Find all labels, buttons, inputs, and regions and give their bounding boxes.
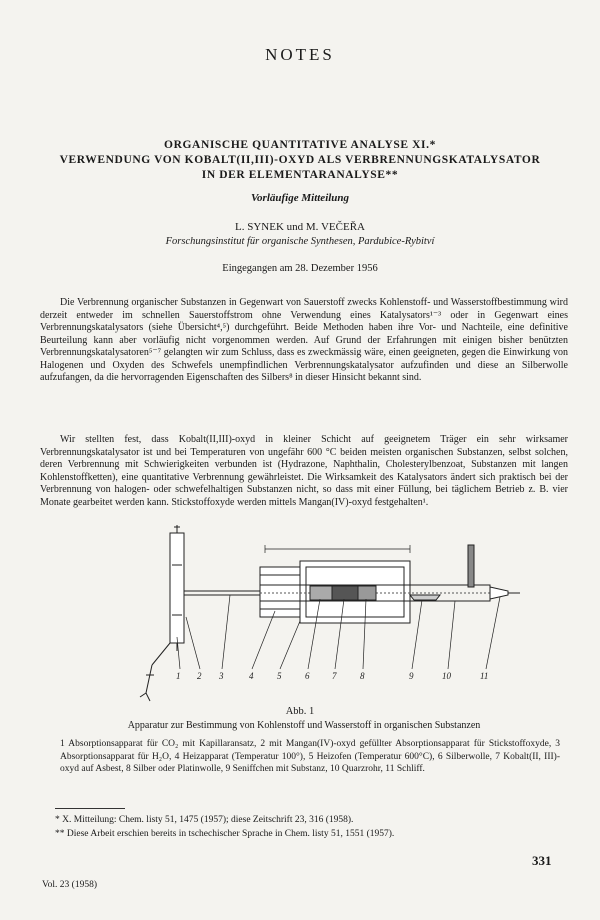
body-paragraph-2: Wir stellten fest, dass Kobalt(II,III)-oxyd in kleiner Schicht auf geeignetem Träger ein sehr wirksamer Verbrennungskatalysator ist und bei Temperaturen von ungefähr 600 °C beiden meisten organischen Substanzen, selbst solchen, deren Verbrennung mit Schwierigkeiten verbunden ist (Hydrazone, Naphthalin, Cholesterylbenzoat, Substanzen mit langen Kohlenstoffketten), eine quantitative Verbrennung gewährleistet. Die Wirksamkeit des Katalysators ändert sich praktisch bei der Verbrennung von halogen- oder schwefelhaltigen Substanzen nicht, so dass mit einer Füllung, bei täglichem Betrieb z. B. vier Monate gearbeitet werden kann. Stickstoffoxyde werden mittels Mangan(IV)-oxyd festgehalten¹. [40, 434, 568, 508]
figure-label-9: 9 [409, 671, 414, 681]
figure-label-3: 3 [219, 671, 224, 681]
article-title-line-2: VERWENDUNG VON KOBALT(II,III)-OXYD ALS VERBRENNUNGSKATALYSATOR [59, 154, 541, 166]
sample-boat-drawing [410, 595, 440, 600]
institution: Forschungsinstitut für organische Synthesen, Pardubice-Rybitví [165, 236, 435, 247]
heating-apparatus-drawing [260, 567, 300, 617]
figure-title: Abb. 1 [285, 706, 315, 717]
figure-label-5: 5 [277, 671, 282, 681]
figure-label-4: 4 [249, 671, 254, 681]
page-number: 331 [532, 853, 552, 868]
catalyst-drawing [332, 586, 358, 600]
silver-wool-drawing [310, 586, 332, 600]
figure-label-11: 11 [480, 671, 489, 681]
received-date: Eingegangen am 28. Dezember 1956 [222, 263, 378, 274]
figure-caption: Apparatur zur Bestimmung von Kohlenstoff und Wasserstoff in organischen Substanzen [127, 720, 481, 731]
authors: L. SYNEK und M. VEČEŘA [235, 221, 365, 233]
platinum-wool-drawing [358, 586, 376, 600]
figure-label-2: 2 [197, 671, 202, 681]
footnote-2: ** Diese Arbeit erschien bereits in tschechischer Sprache in Chem. listy 51, 1551 (1957). [55, 829, 395, 839]
figure-label-10: 10 [442, 671, 451, 681]
volume-info: Vol. 23 (1958) [42, 880, 97, 890]
section-header: NOTES [265, 45, 335, 64]
figure-label-6: 6 [305, 671, 310, 681]
apparatus-diagram [110, 525, 520, 705]
ground-joint-drawing [468, 545, 520, 599]
article-subtitle: Vorläufige Mitteilung [250, 192, 350, 204]
figure-legend: 1 Absorptionsapparat für CO₂ mit Kapillaransatz, 2 mit Mangan(IV)-oxyd gefüllter Absorptionsapparat für Stickstoffoxyde, 3 Absorptionsapparat für H₂O, 4 Heizapparat (Temperatur 100°), 5 Heizofen (Temperatur 600°C), 6 Silberwolle, 7 Kobalt(II, III)-oxyd auf Asbest, 8 Silber oder Platinwolle, 9 Seniffchen mit Substanz, 10 Quarzrohr, 11 Schliff. [60, 739, 560, 774]
footnote-divider [55, 808, 125, 809]
article-title-line-3: IN DER ELEMENTARANALYSE** [201, 169, 399, 181]
figure-label-7: 7 [332, 671, 337, 681]
footnote-1: * X. Mitteilung: Chem. listy 51, 1475 (1957); diese Zeitschrift 23, 316 (1958). [55, 815, 354, 825]
figure-label-8: 8 [360, 671, 365, 681]
body-paragraph-1: Die Verbrennung organischer Substanzen in Gegenwart von Sauerstoff zwecks Kohlenstoff- und Wasserstoffbestimmung wird derzeit entweder im schnellen Sauerstoffstrom ohne Verwendung eines Katalysators¹⁻³ oder in Gegenwart eines Verbrennungskatalysators (siehe Übersicht⁴,⁵) durchgeführt. Beide Methoden haben ihre Vor- und Nachteile, eine definitive Beurteilung kann aber vorläufig nicht vorgenommen werden. Auf Grund der Erfahrungen mit einigen bisher benützten Verbrennungskatalysatoren⁵⁻⁷ gelangten wir zum Schluss, dass es zweckmässig wäre, einen geeigneten, gegen die Einwirkung von Halogenen und Oxyden des Schwefels unempfindlichen Verbrennungskatalysator aufzufinden und diese an Silberwolle aufzufangen, da die hervorragenden Eigenschaften des Silbers⁸ in dieser Hinsicht bekannt sind. [40, 297, 568, 383]
figure-label-1: 1 [176, 671, 181, 681]
article-title-line-1: ORGANISCHE QUANTITATIVE ANALYSE XI.* [164, 139, 436, 151]
